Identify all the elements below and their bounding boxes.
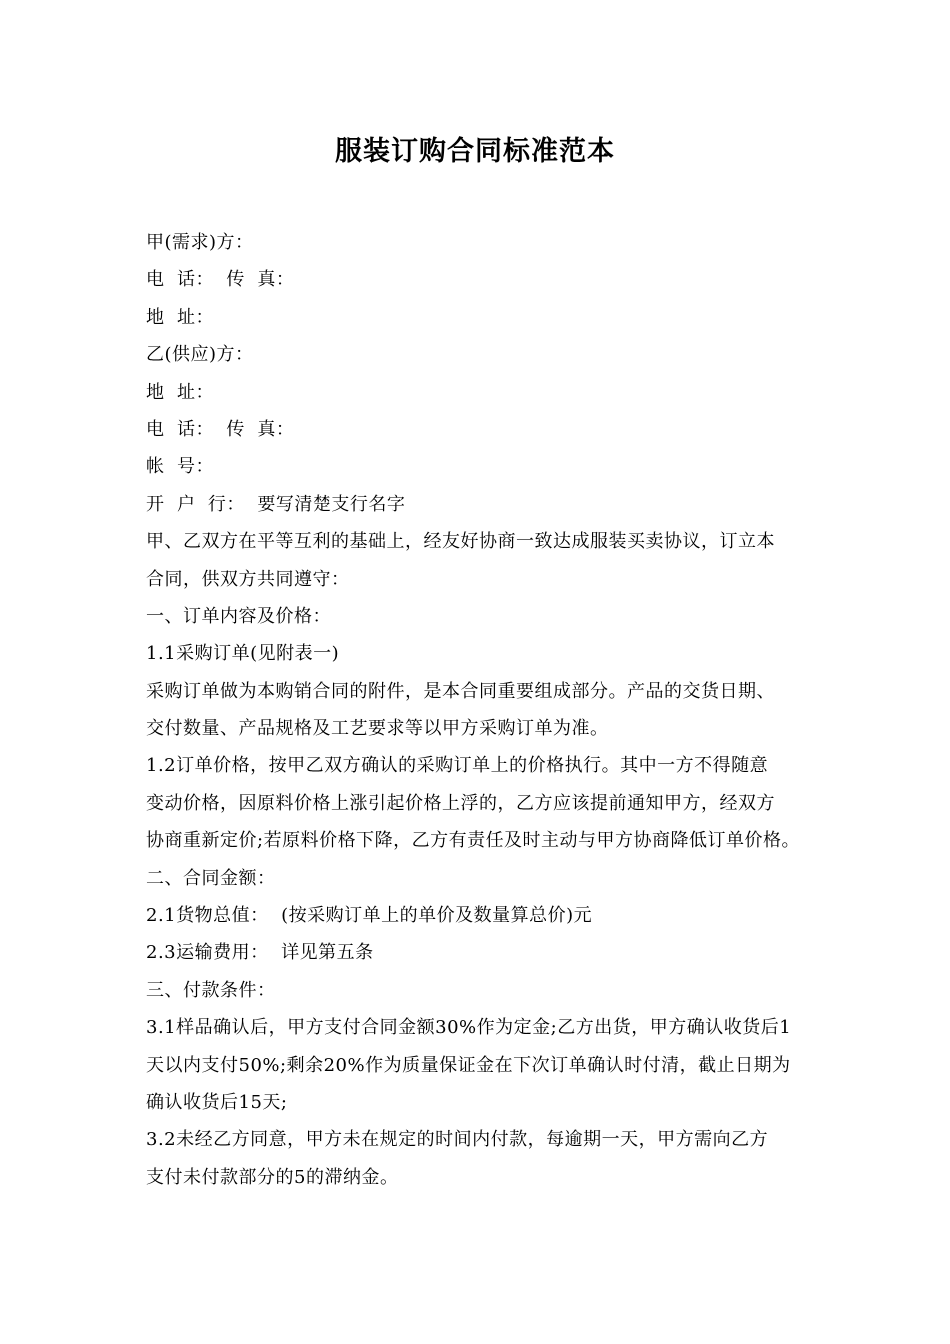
clause-line: 2.3运输费用： 详见第五条 [146, 942, 374, 964]
preamble-line: 甲、乙双方在平等互利的基础上，经友好协商一致达成服装买卖协议，订立本 [146, 531, 775, 553]
document-body [146, 224, 826, 1196]
paragraph-line: 确认收货后15天; [146, 1091, 288, 1113]
party-b-phone-fax-line: 电 话： 传 真： [146, 418, 295, 440]
party-a-name-line: 甲(需求)方： [146, 232, 254, 253]
document-title: 服装订购合同标准范本 [335, 136, 615, 167]
clause-line: 2.1货物总值： (按采购订单上的单价及数量算总价)元 [146, 905, 593, 927]
preamble-line: 合同，供双方共同遵守： [146, 568, 350, 590]
section-heading: 一、订单内容及价格： [146, 605, 331, 627]
paragraph-line: 协商重新定价;若原料价格下降，乙方有责任及时主动与甲方协商降低订单价格。 [146, 830, 801, 852]
bank-line: 开 户 行： 要写清楚支行名字 [146, 493, 406, 515]
paragraph-line: 交付数量、产品规格及工艺要求等以甲方采购订单为准。 [146, 718, 609, 740]
account-line: 帐 号： [146, 456, 214, 478]
section-heading: 三、付款条件： [146, 979, 276, 1001]
party-a-address-line: 地 址： [146, 306, 214, 328]
paragraph-line: 采购订单做为本购销合同的附件，是本合同重要组成部分。产品的交货日期、 [146, 680, 775, 702]
section-heading: 二、合同金额： [146, 867, 276, 889]
party-a-phone-fax-line: 电 话： 传 真： [146, 269, 295, 291]
clause-line: 1.2订单价格，按甲乙双方确认的采购订单上的价格执行。其中一方不得随意 [146, 755, 769, 777]
party-b-name-line: 乙(供应)方： [146, 344, 254, 366]
paragraph-line: 支付未付款部分的5的滞纳金。 [146, 1166, 399, 1188]
paragraph-line: 天以内支付50%;剩余20%作为质量保证金在下次订单确认时付清，截止日期为 [146, 1054, 791, 1076]
clause-line: 3.1样品确认后，甲方支付合同金额30%作为定金;乙方出货，甲方确认收货后1 [146, 1017, 792, 1039]
clause-line: 3.2未经乙方同意，甲方未在规定的时间内付款，每逾期一天，甲方需向乙方 [146, 1129, 769, 1151]
party-b-address-line: 地 址： [146, 381, 214, 403]
clause-line: 1.1采购订单(见附表一) [146, 643, 340, 665]
paragraph-line: 变动价格，因原料价格上涨引起价格上浮的，乙方应该提前通知甲方，经双方 [146, 792, 775, 814]
